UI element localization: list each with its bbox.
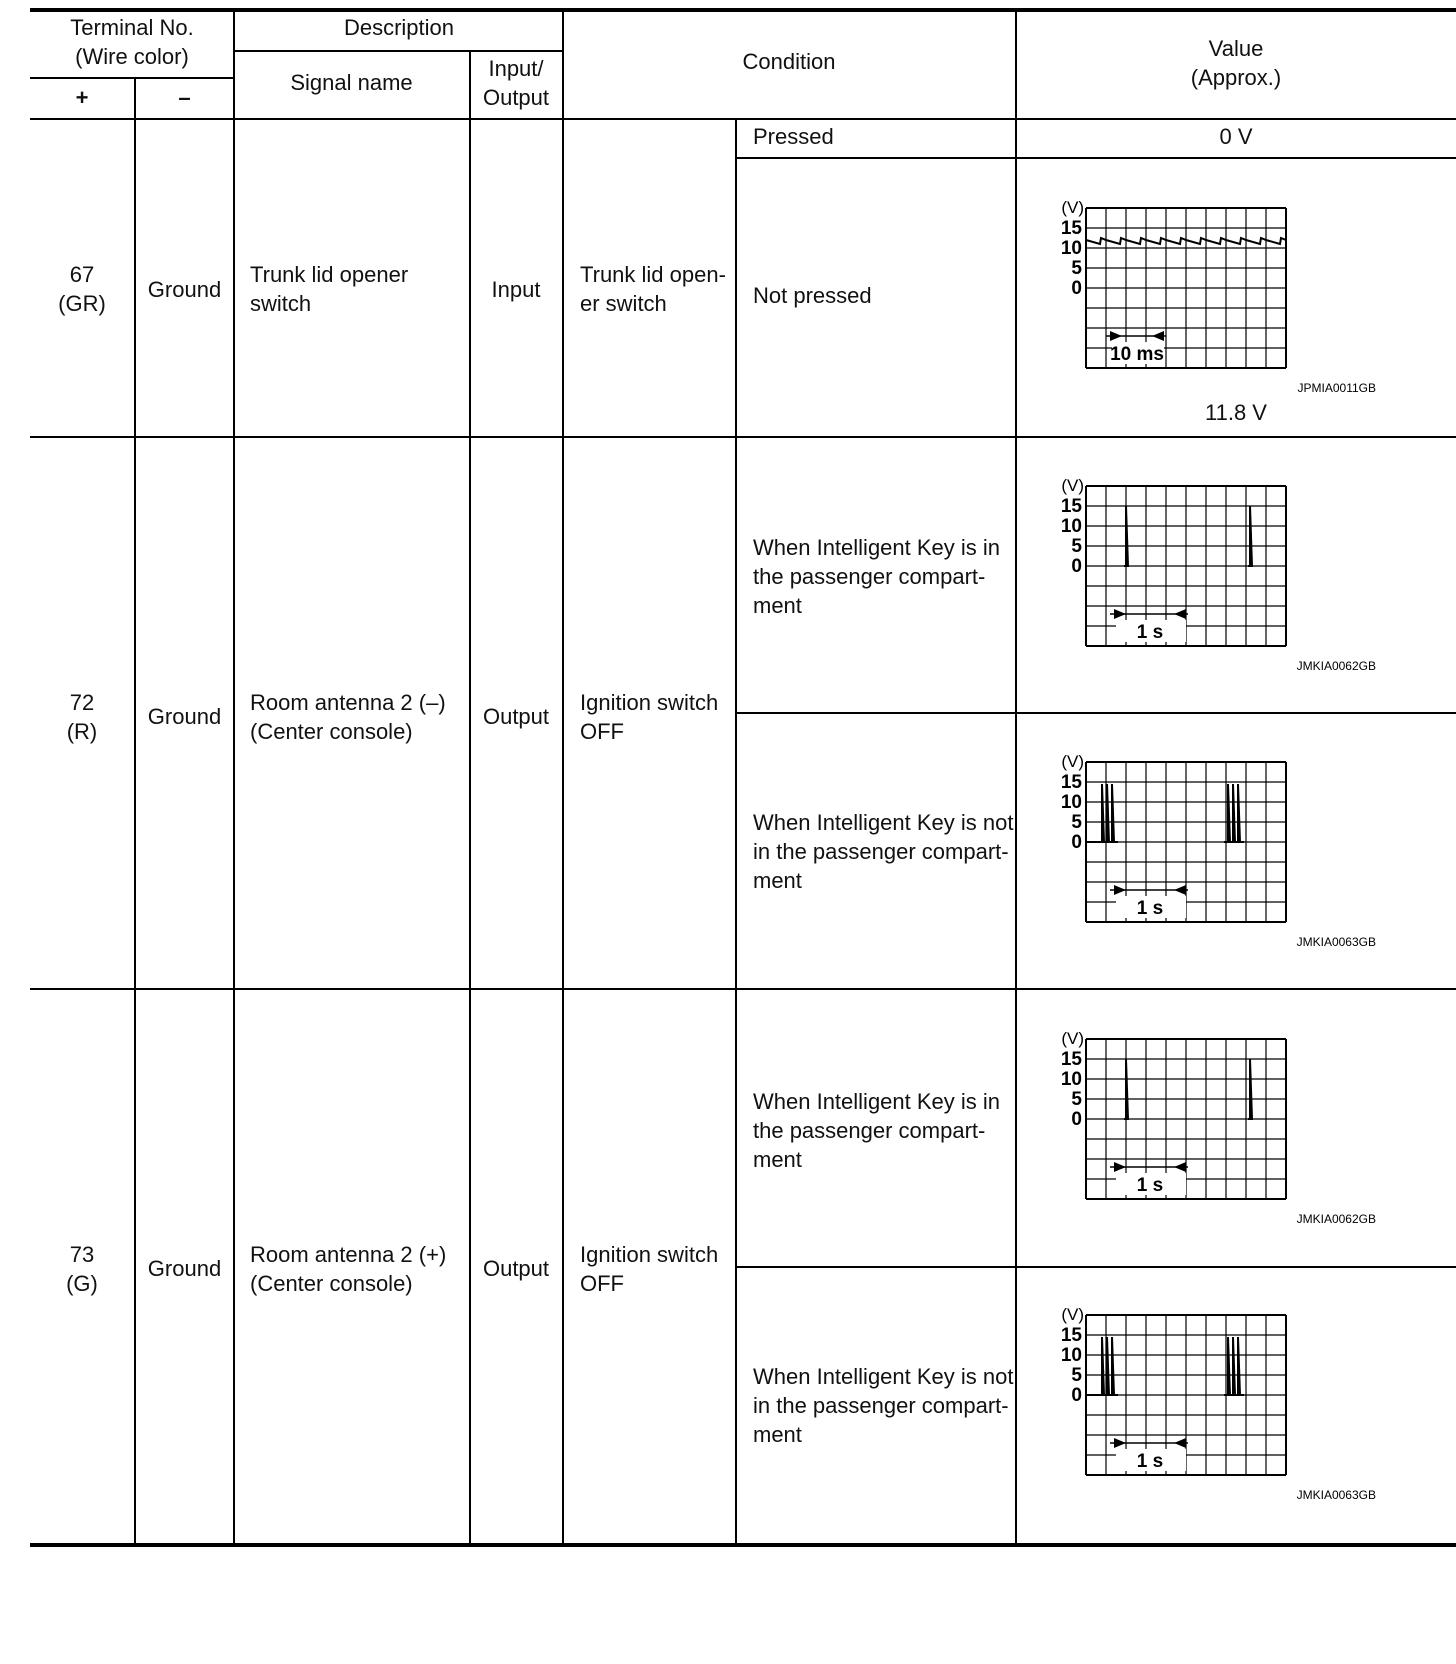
axis-unit: (V) [1061,752,1084,771]
signal-line1: Room antenna 2 (+) [250,1242,447,1267]
condition-line3: ment [753,868,802,893]
header-input-output [470,54,562,112]
header-io-line2: Output [482,85,550,110]
col-rule-io [469,50,471,1543]
col-rule-condition [562,10,564,1543]
row-73-terminal [30,1240,134,1298]
row-73-condition [580,1240,718,1298]
axis-tick-label: 0 [1071,1385,1082,1406]
axis-unit: (V) [1061,1029,1084,1048]
oscilloscope-waveform [1060,1303,1376,1503]
condition-line3: ment [753,1422,802,1447]
header-signal-name: Signal name [290,70,413,95]
condition-line3: ment [753,1147,802,1172]
axis-tick-label: 5 [1071,258,1082,279]
waveform-trace [1086,784,1244,842]
rule-row1-sub [736,157,1456,159]
scope-svg [1060,750,1376,950]
axis-tick-label: 10 [1060,1069,1082,1090]
rule-row1-bottom [30,436,1456,438]
timebase-arrow-right [1174,609,1186,619]
header-description: Description [343,15,455,40]
figure-code: JMKIA0062GB [1296,1212,1376,1226]
wire-color: (G) [66,1271,98,1296]
condition-line3: ment [753,593,802,618]
oscilloscope-waveform [1060,196,1376,396]
timebase-label: 1 s [1136,1175,1164,1196]
terminal-number: 72 [69,690,95,715]
oscilloscope-waveform [1060,750,1376,950]
condition-line2: the passenger compart- [753,564,986,589]
condition-line1: Ignition switch [580,690,719,715]
condition-line2: the passenger compart- [753,1118,986,1143]
axis-tick-label: 15 [1060,1325,1082,1346]
condition-line1: When Intelligent Key is not [753,810,1014,835]
oscilloscope-waveform [1060,1027,1376,1227]
figure-code: JMKIA0062GB [1296,659,1376,673]
row-72-signal-name [250,688,446,746]
row-72-condition [580,688,718,746]
figure-code: JMKIA0063GB [1296,935,1376,949]
scope-svg [1060,474,1376,674]
figure-code: JMKIA0063GB [1296,1488,1376,1502]
axis-tick-label: 0 [1071,556,1082,577]
condition-line2: in the passenger compart- [753,1393,1009,1418]
row-73-io: Output [482,1256,550,1281]
condition-line1: Ignition switch [580,1242,719,1267]
signal-line2: switch [250,291,312,316]
terminal-number: 67 [69,262,95,287]
header-terminal-line1: Terminal No. [70,15,194,40]
header-terminal-line2: (Wire color) [75,44,189,69]
header-condition: Condition [742,49,836,74]
terminal-number: 73 [69,1242,95,1267]
col-rule-subcondition [735,118,737,1543]
row-67-sub1-value: 0 V [1219,124,1253,149]
oscilloscope-waveform [1060,474,1376,674]
header-value-line1: Value [1208,36,1264,61]
rule-row3-sub [736,1266,1456,1268]
row-72-sub1-condition [753,533,1000,620]
row-67-sub2-value: 11.8 V [1205,400,1267,425]
axis-tick-label: 15 [1060,218,1082,239]
header-bottom-rule [30,118,1456,120]
rule-terminal-split [30,77,234,79]
wire-color: (R) [66,719,98,744]
header-plus: + [75,85,89,110]
figure-code: JPMIA0011GB [1297,381,1376,395]
rule-row2-bottom [30,988,1456,990]
row-67-signal-name [250,260,408,318]
row-73-signal-name [250,1240,446,1298]
row-67-ground: Ground [147,277,222,302]
row-67-sub2-condition: Not pressed [753,283,872,308]
axis-tick-label: 15 [1060,496,1082,517]
col-rule-value [1015,10,1017,1543]
waveform-trace [1124,1059,1253,1119]
signal-line2: (Center console) [250,1271,413,1296]
axis-tick-label: 5 [1071,812,1082,833]
timebase-arrow-left [1110,331,1122,341]
signal-line2: (Center console) [250,719,413,744]
timebase-label: 1 s [1136,622,1164,643]
axis-unit: (V) [1061,198,1084,217]
timebase-label: 1 s [1136,1451,1164,1472]
header-io-line1: Input/ [488,56,544,81]
row-72-ground: Ground [147,704,222,729]
signal-line1: Room antenna 2 (–) [250,690,446,715]
condition-line1: When Intelligent Key is in [753,535,1001,560]
row-67-io: Input [491,277,541,302]
timebase-arrow-left [1114,1438,1126,1448]
condition-line2: in the passenger compart- [753,839,1009,864]
header-value-line2: (Approx.) [1190,65,1282,90]
col-rule-signal [233,10,235,1543]
timebase-arrow-left [1114,885,1126,895]
row-73-sub1-condition [753,1087,1000,1174]
rule-description-split [234,50,564,52]
timebase-label: 10 ms [1110,344,1164,365]
table-bottom-rule [30,1543,1456,1547]
scope-svg [1060,196,1376,396]
axis-tick-label: 15 [1060,772,1082,793]
condition-line1: When Intelligent Key is not [753,1364,1014,1389]
row-73-ground: Ground [147,1256,222,1281]
axis-tick-label: 0 [1071,278,1082,299]
axis-tick-label: 5 [1071,1089,1082,1110]
header-value [1016,34,1456,92]
row-67-sub1-condition: Pressed [753,124,834,149]
timebase-arrow-left [1114,609,1126,619]
condition-line2: OFF [580,1271,624,1296]
condition-line1: When Intelligent Key is in [753,1089,1001,1114]
table-top-rule [30,8,1456,12]
axis-unit: (V) [1061,476,1084,495]
scope-svg [1060,1303,1376,1503]
condition-line2: OFF [580,719,624,744]
axis-tick-label: 5 [1071,536,1082,557]
row-72-terminal [30,688,134,746]
header-minus: – [178,85,191,110]
axis-tick-label: 5 [1071,1365,1082,1386]
condition-line2: er switch [580,291,667,316]
timebase-arrow-right [1174,1438,1186,1448]
row-72-io: Output [482,704,550,729]
rule-row2-sub [736,712,1456,714]
axis-tick-label: 0 [1071,832,1082,853]
axis-tick-label: 10 [1060,516,1082,537]
timebase-arrow-right [1174,1162,1186,1172]
waveform-trace [1124,506,1253,566]
axis-tick-label: 0 [1071,1109,1082,1130]
signal-line1: Trunk lid opener [250,262,409,287]
scope-svg [1060,1027,1376,1227]
row-73-sub2-condition [753,1362,1013,1449]
row-67-terminal [30,260,134,318]
axis-tick-label: 10 [1060,1345,1082,1366]
timebase-arrow-right [1174,885,1186,895]
wire-color: (GR) [58,291,106,316]
axis-tick-label: 15 [1060,1049,1082,1070]
condition-line1: Trunk lid open- [580,262,726,287]
timebase-arrow-right [1152,331,1164,341]
header-terminal-no [30,13,234,71]
axis-tick-label: 10 [1060,792,1082,813]
row-67-condition [580,260,726,318]
waveform-trace [1086,1337,1244,1395]
timebase-label: 1 s [1136,898,1164,919]
axis-tick-label: 10 [1060,238,1082,259]
axis-unit: (V) [1061,1305,1084,1324]
row-72-sub2-condition [753,808,1013,895]
timebase-arrow-left [1114,1162,1126,1172]
